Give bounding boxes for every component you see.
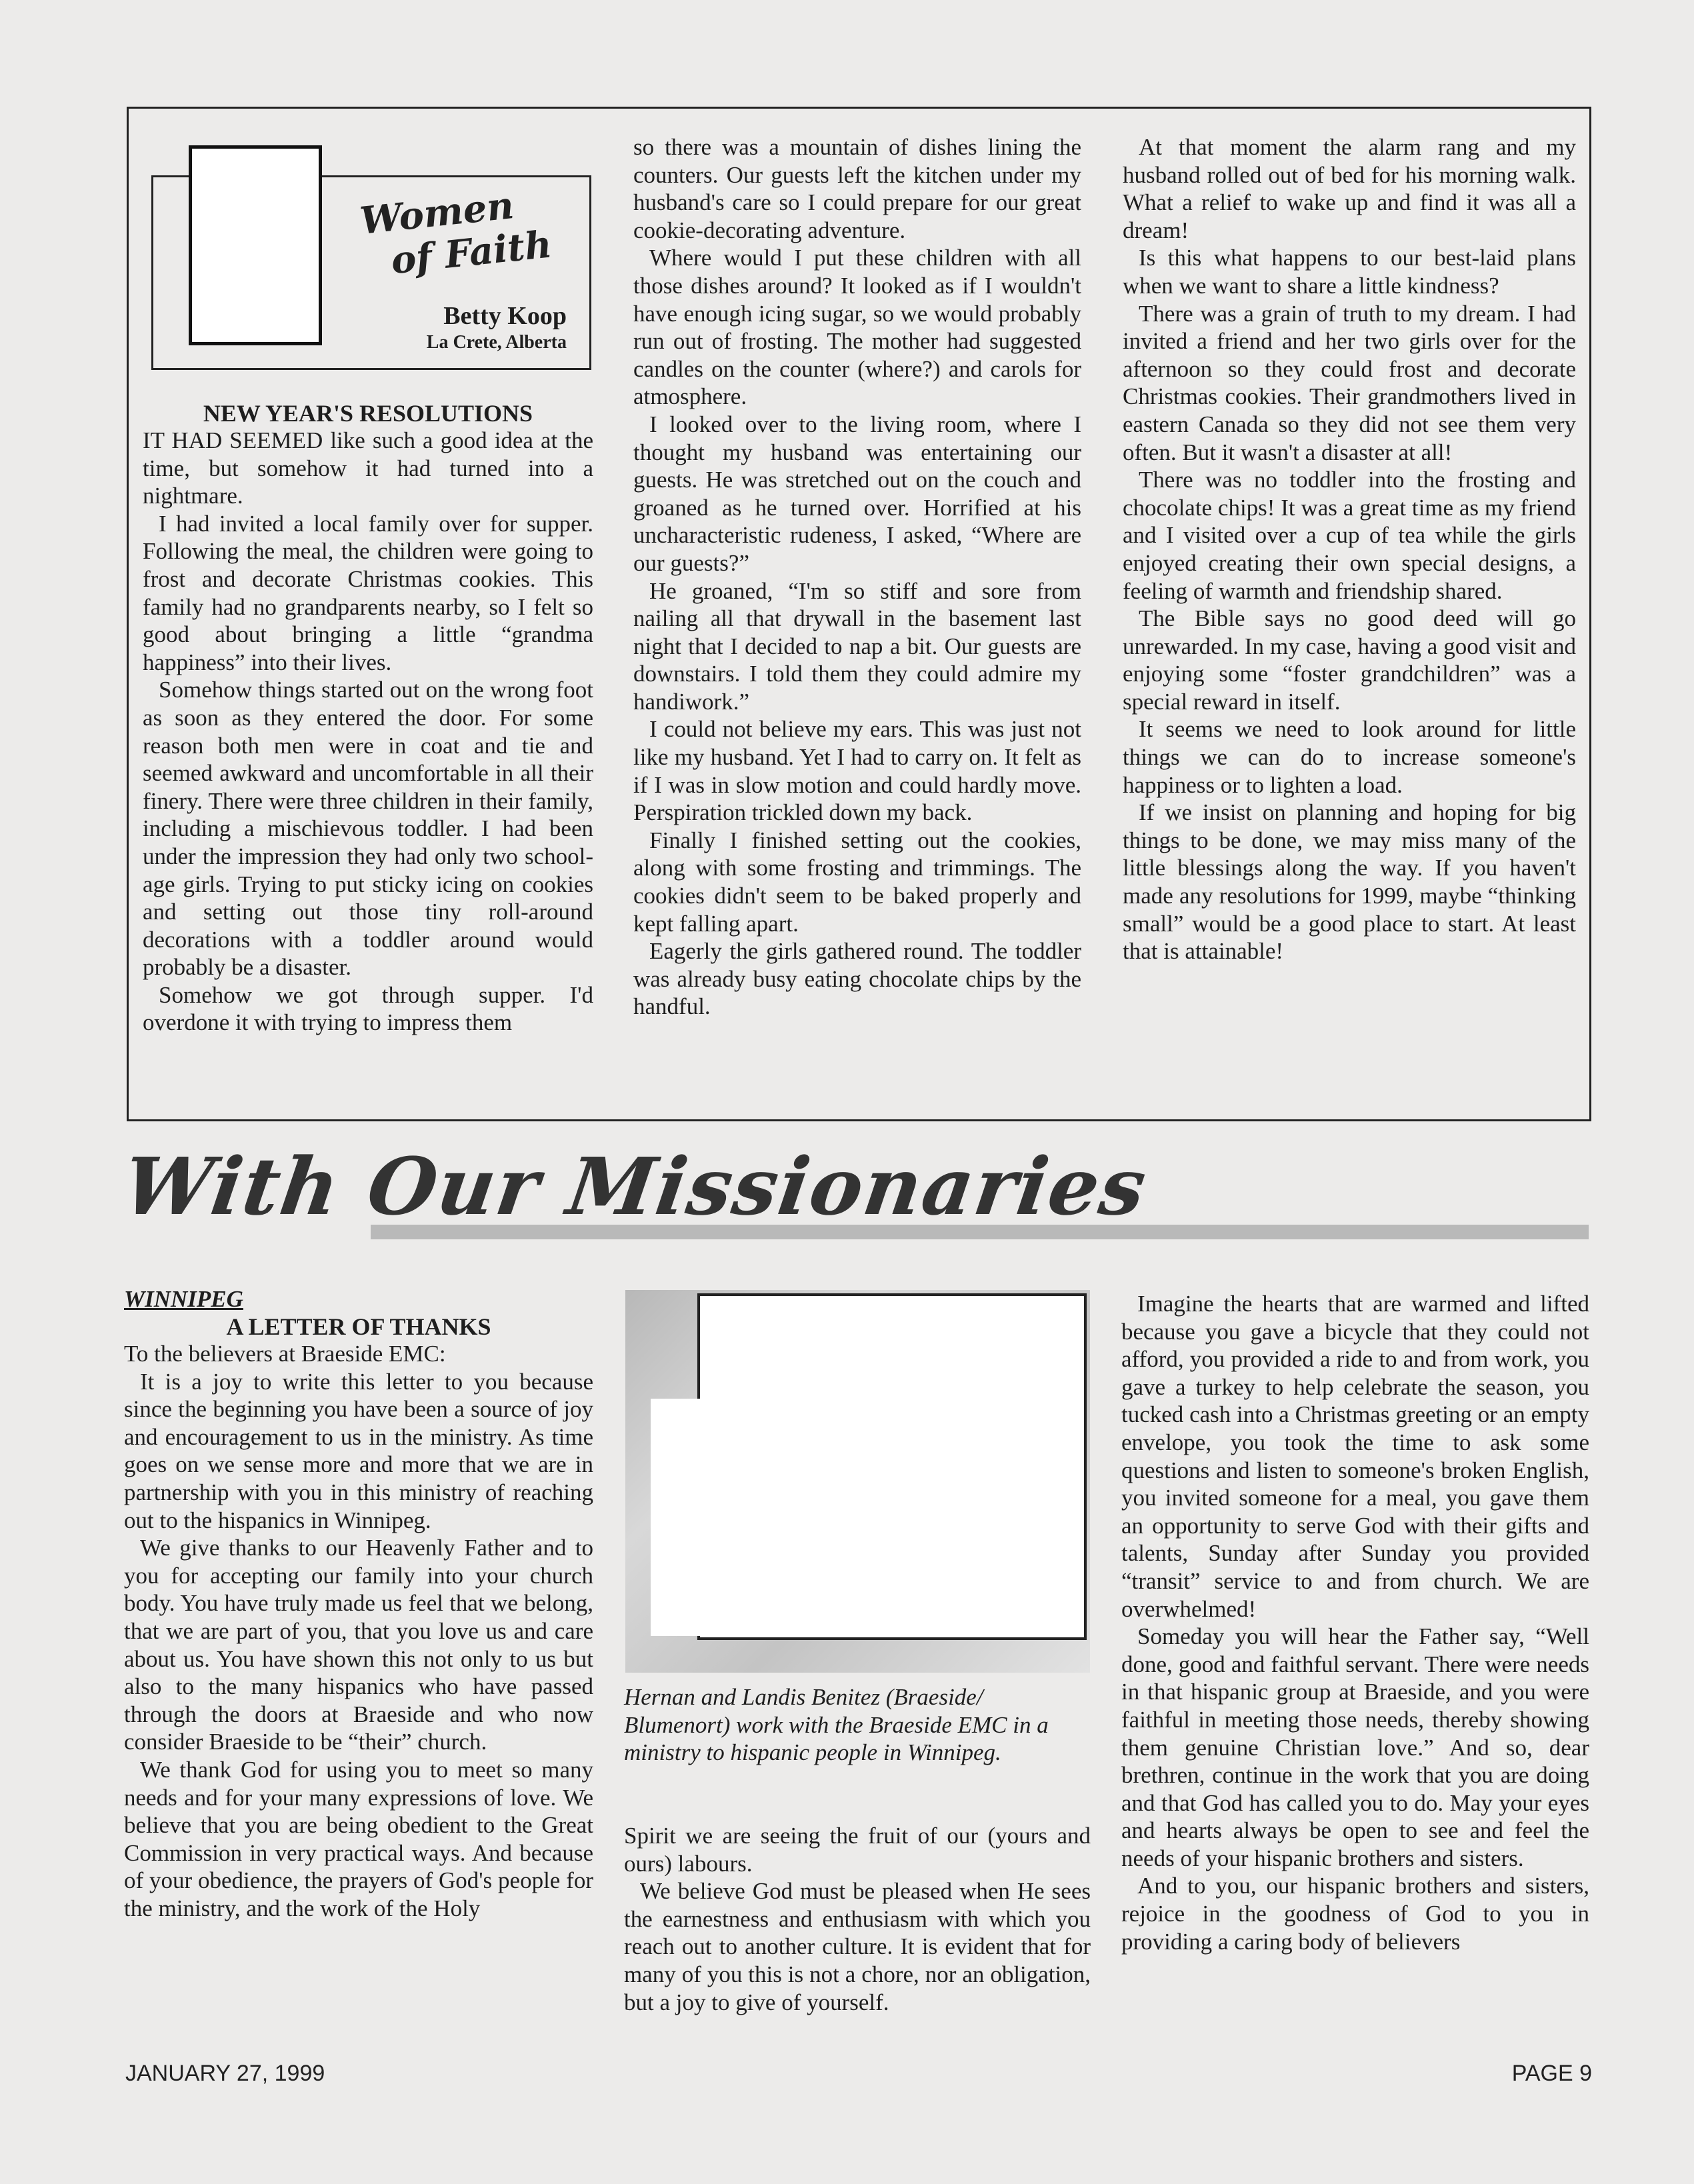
paragraph: IT HAD SEEMED like such a good idea at the time, but somehow it had turned into a nightmare. — [143, 427, 593, 509]
letter-column-2 — [624, 1822, 1091, 2016]
paragraph: And to you, our hispanic brothers and sisters, rejoice in the goodness of God to you in providing a caring body of believers — [1121, 1873, 1589, 1955]
paragraph: Is this what happens to our best-laid plans when we want to share a little kindness? — [1123, 245, 1576, 299]
paragraph: Finally I finished setting out the cookies, along with some frosting and trimmings. The cookies didn't seem to be baked properly and kept falling apart. — [633, 827, 1081, 937]
letter-headline: A LETTER OF THANKS — [226, 1313, 491, 1340]
article-headline: NEW YEAR'S RESOLUTIONS — [203, 400, 533, 427]
paragraph: He groaned, “I'm so stiff and sore from nailing all that drywall in the basement last night that I decided to nap a bit. Our guests are downstairs. I told them they could admire my handiwork.” — [633, 577, 1081, 715]
column-title-line1: Women — [357, 183, 516, 243]
paragraph: Spirit we are seeing the fruit of our (yours and ours) labours. — [624, 1823, 1091, 1877]
article-column-2 — [633, 133, 1081, 1021]
letter-column-3 — [1121, 1290, 1589, 1955]
paragraph: so there was a mountain of dishes lining the counters. Our guests left the kitchen under my husband's care so I could prepare for our great cookie-decorating adventure. — [633, 134, 1081, 243]
author-name: Betty Koop — [443, 302, 567, 330]
paragraph: We thank God for using you to meet so many needs and for your many expressions of love. We believe that you are being obedient to the Great Commission in very practical ways. And because of your obedience, the prayers of God's people for the ministry, and the work of the Holy — [124, 1756, 593, 1921]
paragraph: Someday you will hear the Father say, “Well done, good and faithful servant. There were needs in that hispanic group at Braeside, and you were faithful in meeting those needs, thereby showing them genuine Christian love.” And so, dear brethren, continue in the work that you are doing and that God has called you to do. May your eyes and hearts always be open to see and feel the needs of your hispanic brothers and sisters. — [1121, 1623, 1589, 1871]
paragraph: Eagerly the girls gathered round. The toddler was already busy eating chocolate chips by the handful. — [633, 938, 1081, 1020]
letter-column-1 — [124, 1285, 593, 1922]
column-title-line2: of Faith — [389, 222, 554, 283]
paragraph: At that moment the alarm rang and my husband rolled out of bed for his morning walk. What a relief to wake up and find it was all a dream! — [1123, 134, 1576, 243]
photo-caption: Hernan and Landis Benitez (Braeside/ Blumenort) work with the Braeside EMC in a ministry to hispanic people in Winnipeg. — [624, 1684, 1049, 1766]
paragraph: There was no toddler into the frosting and chocolate chips! It was a great time as my friend and I visited over a cup of tea while the girls enjoyed creating their own special designs, a feeling of warmth and friendship shared. — [1123, 467, 1576, 604]
section-banner-title: With Our Missionaries — [117, 1140, 1153, 1233]
author-photo — [224, 155, 317, 336]
page-number: PAGE 9 — [1511, 2061, 1592, 2086]
paragraph: It seems we need to look around for little things we can do to increase someone's happiness or to lighten a load. — [1123, 716, 1576, 798]
paragraph: I looked over to the living room, where I thought my husband was entertaining our guests. He was stretched out on the couch and groaned as he turned over. Horrified at his uncharacteristic rudeness, I asked, “Where are our guests?” — [633, 411, 1081, 576]
salutation: To the believers at Braeside EMC: — [124, 1341, 446, 1367]
paragraph: Imagine the hearts that are warmed and lifted because you gave a bicycle that they could not afford, you provided a ride to and from work, you gave a turkey to help celebrate the season, you tucked cash into a Christmas greeting or an empty envelope, you took the time to ask some questions and listen to someone's broken English, you invited someone for a meal, you gave them an opportunity to serve God with their gifts and talents, Sunday after Sunday you provided “transit” service to and from church. We are overwhelmed! — [1121, 1291, 1589, 1622]
paragraph: I had invited a local family over for supper. Following the meal, the children were going to frost and decorate Christmas cookies. This family had no grandparents nearby, so I felt so good about bringing a little “grandma happiness” into their lives. — [143, 510, 593, 675]
paragraph: There was a grain of truth to my dream. I had invited a friend and her two girls over for the afternoon so they could frost and decorate Christmas cookies. Their grandmothers lived in eastern Canada so they did not see them very often. But it wasn't a disaster at all! — [1123, 300, 1576, 465]
paragraph: The Bible says no good deed will go unrewarded. In my case, having a good visit and enjoying some “foster grandchildren” was a special reward in itself. — [1123, 605, 1576, 715]
paragraph: I could not believe my ears. This was just not like my husband. Yet I had to carry on. It felt as if I was in slow motion and could hardly move. Perspiration trickled down my back. — [633, 716, 1081, 826]
photo-redaction — [701, 1297, 1083, 1636]
author-location: La Crete, Alberta — [426, 332, 567, 353]
article-column-3 — [1123, 133, 1576, 965]
paragraph: It is a joy to write this letter to you because since the beginning you have been a source of joy and encouragement to us in the ministry. As time goes on we sense more and more that we are in partnership with you in this ministry of reaching out to the hispanics in Winnipeg. — [124, 1368, 593, 1533]
paragraph: Somehow we got through supper. I'd overdone it with trying to impress them — [143, 981, 593, 1036]
article-column-1 — [143, 400, 593, 1037]
paragraph: We give thanks to our Heavenly Father and to you for accepting our family into your church body. You have truly made us feel that we belong, that we are part of you, that you love us and care about us. You have shown this not only to us but also to the many hispanics who have passed through the doors at Braeside and who now consider Braeside to be “their” church. — [124, 1535, 593, 1755]
issue-date: JANUARY 27, 1999 — [125, 2061, 325, 2086]
paragraph: If we insist on planning and hoping for big things to be done, we may miss many of the little blessings along the way. If you haven't made any resolutions for 1999, maybe “thinking small” would be a good place to start. At least that is attainable! — [1123, 799, 1576, 965]
location-label: WINNIPEG — [124, 1286, 243, 1312]
paragraph: Where would I put these children with all those dishes around? It looked as if I wouldn't have enough icing sugar, so we would probably run out of frosting. The mother had suggested candles on the counter (where?) and carols for atmosphere. — [633, 245, 1081, 410]
photo-redaction — [651, 1399, 717, 1636]
paragraph: We believe God must be pleased when He sees the earnestness and enthusiasm with which you reach out to another culture. It is evident that for many of you this is not a chore, nor an obligation, but a joy to give of yourself. — [624, 1878, 1091, 2015]
paragraph: Somehow things started out on the wrong foot as soon as they entered the door. For some reason both men were in coat and tie and seemed awkward and uncomfortable in all their finery. There were three children in their family, including a mischievous toddler. I had been under the impression they had only two school-age girls. Trying to put sticky icing on cookies and setting out those tiny roll-around decorations with a toddler around would probably be a disaster. — [143, 677, 593, 981]
